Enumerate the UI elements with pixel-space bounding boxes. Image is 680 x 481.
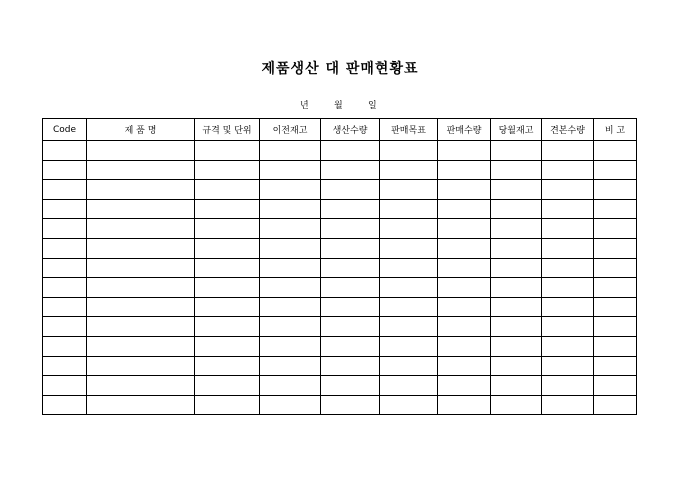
table-cell[interactable] (321, 141, 380, 161)
table-cell[interactable] (43, 160, 87, 180)
table-cell[interactable] (542, 336, 594, 356)
table-cell[interactable] (542, 160, 594, 180)
table-cell[interactable] (321, 376, 380, 396)
table-cell[interactable] (491, 180, 542, 200)
table-cell[interactable] (195, 160, 260, 180)
table-cell[interactable] (380, 356, 438, 376)
table-cell[interactable] (542, 141, 594, 161)
table-cell[interactable] (491, 395, 542, 415)
table-cell[interactable] (594, 336, 637, 356)
table-cell[interactable] (195, 219, 260, 239)
table-cell[interactable] (438, 356, 491, 376)
table-cell[interactable] (260, 356, 321, 376)
table-cell[interactable] (542, 317, 594, 337)
table-cell[interactable] (438, 219, 491, 239)
table-cell[interactable] (260, 395, 321, 415)
table-cell[interactable] (260, 376, 321, 396)
table-cell[interactable] (380, 199, 438, 219)
table-cell[interactable] (438, 395, 491, 415)
table-cell[interactable] (195, 297, 260, 317)
table-cell[interactable] (87, 336, 195, 356)
table-cell[interactable] (195, 278, 260, 298)
table-cell[interactable] (321, 238, 380, 258)
table-cell[interactable] (321, 219, 380, 239)
table-cell[interactable] (438, 199, 491, 219)
date-month-label: 월 (334, 101, 343, 111)
table-cell[interactable] (195, 395, 260, 415)
table-cell[interactable] (380, 141, 438, 161)
table-cell[interactable] (491, 258, 542, 278)
table-cell[interactable] (491, 376, 542, 396)
column-header: 비 고 (594, 119, 637, 141)
table-cell[interactable] (380, 336, 438, 356)
table-cell[interactable] (43, 238, 87, 258)
table-cell[interactable] (43, 199, 87, 219)
table-cell[interactable] (260, 199, 321, 219)
table-cell[interactable] (87, 141, 195, 161)
table-row (43, 180, 637, 200)
column-header: 제 품 명 (87, 119, 195, 141)
column-header: 규격 및 단위 (195, 119, 260, 141)
table-cell[interactable] (87, 199, 195, 219)
table-cell[interactable] (594, 297, 637, 317)
page-title: 제품생산 대 판매현황표 (261, 61, 419, 77)
column-header: 이전재고 (260, 119, 321, 141)
table-cell[interactable] (491, 278, 542, 298)
table-cell[interactable] (438, 141, 491, 161)
table-cell[interactable] (380, 376, 438, 396)
table-cell[interactable] (438, 317, 491, 337)
column-header: 판매수량 (438, 119, 491, 141)
table-cell[interactable] (87, 278, 195, 298)
table-cell[interactable] (491, 238, 542, 258)
table-cell[interactable] (380, 258, 438, 278)
table-cell[interactable] (542, 297, 594, 317)
table-cell[interactable] (594, 141, 637, 161)
table-cell[interactable] (195, 356, 260, 376)
table-cell[interactable] (43, 317, 87, 337)
table-cell[interactable] (43, 180, 87, 200)
table-cell[interactable] (542, 258, 594, 278)
table-cell[interactable] (87, 297, 195, 317)
table-row (43, 160, 637, 180)
table-cell[interactable] (542, 219, 594, 239)
table-row (43, 199, 637, 219)
table-cell[interactable] (260, 180, 321, 200)
table-cell[interactable] (43, 336, 87, 356)
table-cell[interactable] (260, 219, 321, 239)
table-cell[interactable] (594, 199, 637, 219)
table-cell[interactable] (43, 297, 87, 317)
table-cell[interactable] (380, 297, 438, 317)
column-header: Code (43, 119, 87, 141)
table-cell[interactable] (321, 336, 380, 356)
table-cell[interactable] (594, 356, 637, 376)
table-cell[interactable] (438, 180, 491, 200)
table-cell[interactable] (380, 238, 438, 258)
table-cell[interactable] (594, 258, 637, 278)
table-cell[interactable] (260, 160, 321, 180)
table-row (43, 376, 637, 396)
table-cell[interactable] (491, 199, 542, 219)
table-cell[interactable] (260, 297, 321, 317)
table-cell[interactable] (260, 258, 321, 278)
date-line (0, 98, 680, 112)
report-table (42, 118, 637, 415)
table-cell[interactable] (195, 258, 260, 278)
table-cell[interactable] (321, 258, 380, 278)
table-cell[interactable] (260, 278, 321, 298)
table-cell[interactable] (43, 141, 87, 161)
table-body (43, 141, 637, 415)
table-cell[interactable] (87, 395, 195, 415)
table-cell[interactable] (491, 219, 542, 239)
table-cell[interactable] (542, 238, 594, 258)
column-header: 판매목표 (380, 119, 438, 141)
table-cell[interactable] (491, 356, 542, 376)
table-cell[interactable] (594, 160, 637, 180)
table-cell[interactable] (321, 199, 380, 219)
table-cell[interactable] (87, 258, 195, 278)
table-cell[interactable] (321, 160, 380, 180)
table-cell[interactable] (195, 336, 260, 356)
table-row (43, 258, 637, 278)
table-cell[interactable] (491, 336, 542, 356)
table-cell[interactable] (321, 395, 380, 415)
table-cell[interactable] (542, 199, 594, 219)
table-cell[interactable] (542, 278, 594, 298)
table-cell[interactable] (438, 297, 491, 317)
table-cell[interactable] (43, 219, 87, 239)
table-cell[interactable] (491, 141, 542, 161)
table-cell[interactable] (594, 278, 637, 298)
table-cell[interactable] (380, 180, 438, 200)
table-row (43, 317, 637, 337)
table-cell[interactable] (195, 238, 260, 258)
table-cell[interactable] (87, 317, 195, 337)
table-cell[interactable] (438, 336, 491, 356)
table-cell[interactable] (260, 317, 321, 337)
table-row (43, 356, 637, 376)
table-cell[interactable] (87, 180, 195, 200)
table-cell[interactable] (321, 278, 380, 298)
table-cell[interactable] (594, 180, 637, 200)
table-cell[interactable] (260, 141, 321, 161)
table-cell[interactable] (438, 376, 491, 396)
table-cell[interactable] (87, 219, 195, 239)
table-cell[interactable] (195, 141, 260, 161)
table-row (43, 219, 637, 239)
table-cell[interactable] (438, 258, 491, 278)
column-header: 견본수량 (542, 119, 594, 141)
table-cell[interactable] (542, 180, 594, 200)
table-cell[interactable] (594, 238, 637, 258)
table-row (43, 336, 637, 356)
table-cell[interactable] (380, 395, 438, 415)
table-cell[interactable] (594, 395, 637, 415)
date-day-label: 일 (368, 101, 377, 111)
table-cell[interactable] (87, 238, 195, 258)
table-cell[interactable] (195, 180, 260, 200)
table-cell[interactable] (542, 356, 594, 376)
table-cell[interactable] (195, 199, 260, 219)
table-cell[interactable] (438, 160, 491, 180)
table-row (43, 141, 637, 161)
column-header: 생산수량 (321, 119, 380, 141)
table-cell[interactable] (87, 160, 195, 180)
table-cell[interactable] (43, 376, 87, 396)
table-cell[interactable] (438, 238, 491, 258)
table-cell[interactable] (594, 376, 637, 396)
table-cell[interactable] (87, 356, 195, 376)
table-cell[interactable] (321, 356, 380, 376)
table-cell[interactable] (87, 376, 195, 396)
table-cell[interactable] (380, 219, 438, 239)
table-row (43, 395, 637, 415)
table-cell[interactable] (260, 336, 321, 356)
table-cell[interactable] (380, 317, 438, 337)
table-cell[interactable] (380, 160, 438, 180)
table-row (43, 238, 637, 258)
table-cell[interactable] (438, 278, 491, 298)
table-row (43, 278, 637, 298)
table-cell[interactable] (321, 180, 380, 200)
table-cell[interactable] (260, 238, 321, 258)
table-cell[interactable] (195, 317, 260, 337)
column-header: 당월재고 (491, 119, 542, 141)
table-cell[interactable] (380, 278, 438, 298)
table-cell[interactable] (195, 376, 260, 396)
table-cell[interactable] (43, 356, 87, 376)
table-cell[interactable] (491, 317, 542, 337)
table-cell[interactable] (542, 376, 594, 396)
table-cell[interactable] (491, 160, 542, 180)
table-cell[interactable] (43, 278, 87, 298)
table-cell[interactable] (43, 258, 87, 278)
table-cell[interactable] (594, 219, 637, 239)
table-cell[interactable] (491, 297, 542, 317)
table-header-row (43, 119, 637, 141)
table-row (43, 297, 637, 317)
table-cell[interactable] (43, 395, 87, 415)
table-cell[interactable] (321, 297, 380, 317)
table-cell[interactable] (594, 317, 637, 337)
table-cell[interactable] (542, 395, 594, 415)
table-cell[interactable] (321, 317, 380, 337)
date-year-label: 년 (300, 101, 309, 111)
